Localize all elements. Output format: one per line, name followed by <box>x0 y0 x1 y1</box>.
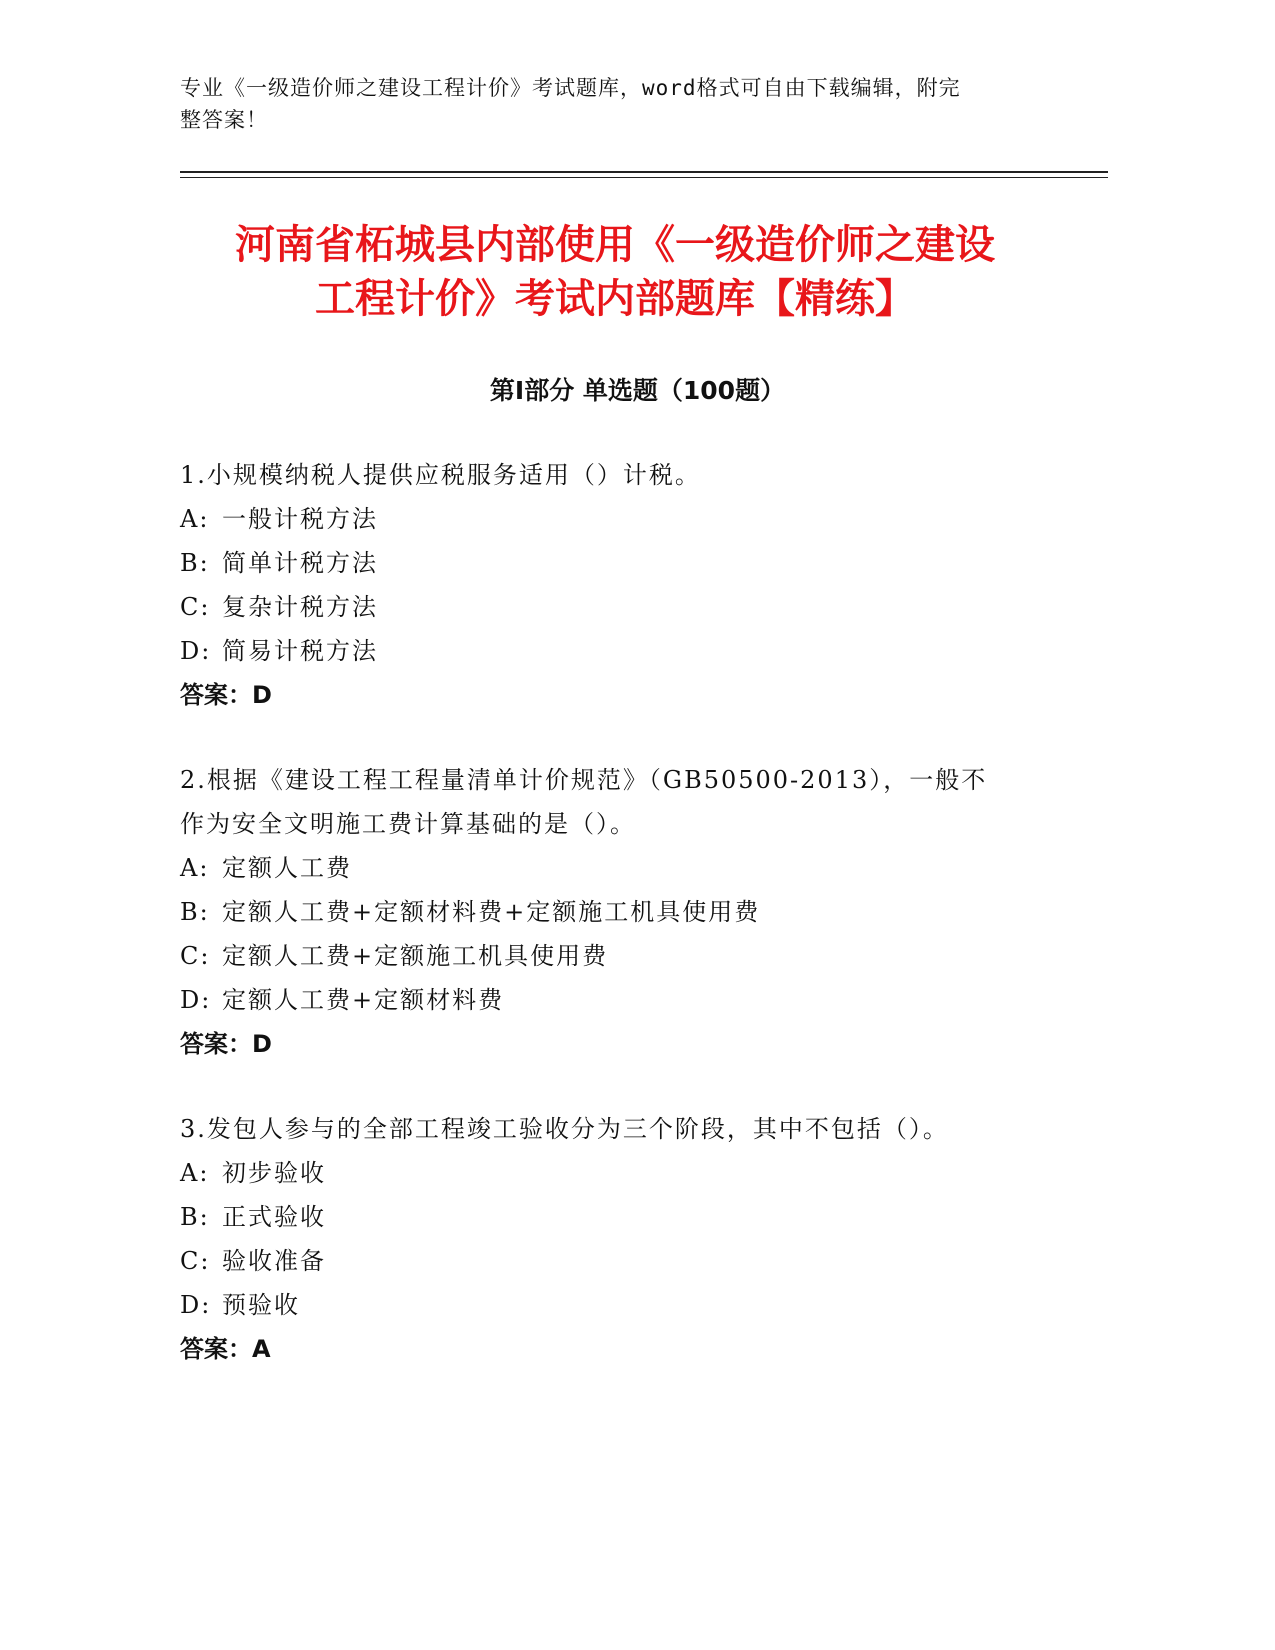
question-1-text: 1.小规模纳税人提供应税服务适用（）计税。 <box>180 461 701 489</box>
section-heading: 第Ⅰ部分 单选题（100题） <box>489 376 786 405</box>
option-text: 预验收 <box>222 1291 300 1319</box>
header-note-line-1: 专业《一级造价师之建设工程计价》考试题库，word格式可自由下载编辑，附完 <box>180 76 961 100</box>
question-1-option-d <box>180 629 1040 673</box>
option-letter: D: <box>180 637 212 665</box>
document-title <box>160 218 1070 326</box>
option-letter: D: <box>180 1291 212 1319</box>
option-text: 定额人工费+定额材料费 <box>222 986 505 1014</box>
option-letter: B: <box>180 1203 210 1231</box>
option-letter: B: <box>180 549 210 577</box>
document-title-line-1: 河南省柘城县内部使用《一级造价师之建设 <box>235 222 995 268</box>
question-2-option-c <box>180 934 1040 978</box>
option-text: 初步验收 <box>222 1159 326 1187</box>
option-letter: A: <box>180 854 210 882</box>
question-1-answer: 答案：D <box>180 681 272 709</box>
option-text: 正式验收 <box>222 1203 326 1231</box>
option-letter: C: <box>180 593 211 621</box>
question-3-answer: 答案：A <box>180 1335 271 1363</box>
question-3-option-a <box>180 1151 1040 1195</box>
option-text: 简单计税方法 <box>222 549 378 577</box>
question-2-option-a <box>180 846 1040 890</box>
question-1-option-b <box>180 541 1040 585</box>
header-divider-thick <box>180 171 1108 173</box>
question-1 <box>180 453 1040 717</box>
question-3 <box>180 1107 1040 1371</box>
option-letter: A: <box>180 1159 210 1187</box>
option-text: 定额人工费+定额材料费+定额施工机具使用费 <box>222 898 761 926</box>
option-letter: C: <box>180 942 211 970</box>
question-2-answer: 答案：D <box>180 1030 272 1058</box>
question-3-text: 3.发包人参与的全部工程竣工验收分为三个阶段，其中不包括（）。 <box>180 1115 949 1143</box>
header-divider-thin <box>180 177 1108 178</box>
question-3-option-c <box>180 1239 1040 1283</box>
option-text: 复杂计税方法 <box>222 593 378 621</box>
question-2-option-b <box>180 890 1040 934</box>
header-note <box>180 72 1040 136</box>
question-3-option-b <box>180 1195 1040 1239</box>
document-title-line-2: 工程计价》考试内部题库【精练】 <box>315 276 915 322</box>
question-2-text-line-1: 2.根据《建设工程工程量清单计价规范》（GB50500-2013），一般不 <box>180 766 988 794</box>
option-text: 一般计税方法 <box>222 505 378 533</box>
question-2 <box>180 758 1040 1066</box>
option-letter: A: <box>180 505 210 533</box>
option-text: 定额人工费 <box>222 854 352 882</box>
question-2-option-d <box>180 978 1040 1022</box>
option-text: 简易计税方法 <box>222 637 378 665</box>
option-letter: B: <box>180 898 210 926</box>
option-letter: C: <box>180 1247 211 1275</box>
question-1-option-c <box>180 585 1040 629</box>
question-3-option-d <box>180 1283 1040 1327</box>
option-letter: D: <box>180 986 212 1014</box>
option-text: 验收准备 <box>222 1247 326 1275</box>
header-note-line-2: 整答案！ <box>180 108 268 132</box>
question-2-text-line-2: 作为安全文明施工费计算基础的是（）。 <box>180 810 636 838</box>
question-1-option-a <box>180 497 1040 541</box>
option-text: 定额人工费+定额施工机具使用费 <box>222 942 609 970</box>
